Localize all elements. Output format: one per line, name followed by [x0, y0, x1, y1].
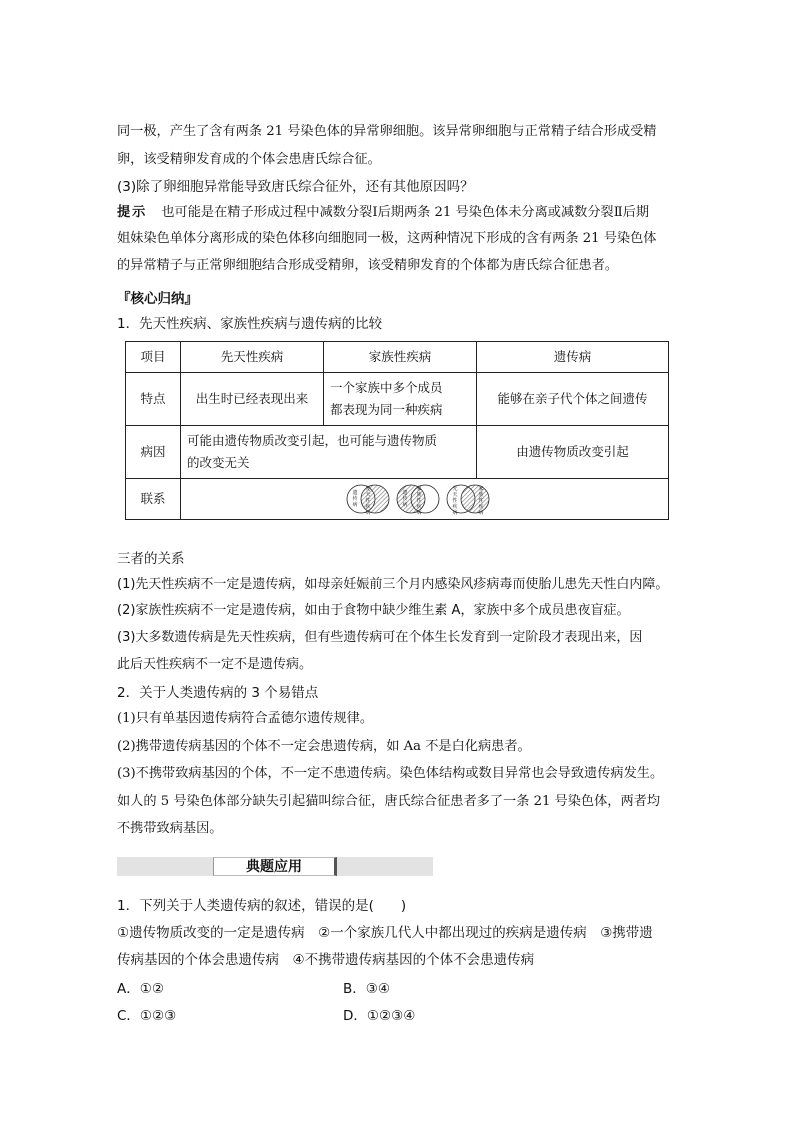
error-point-3a: (3)不携带致病基因的个体，不一定不患遗传病。染色体结构或数目异常也会导致遗传病发生。 [117, 766, 664, 781]
cell-line: 一个家族中多个成员 [330, 380, 443, 395]
table-row [126, 426, 669, 479]
core-heading: 『核心归纳』 [117, 291, 198, 307]
relation-1: (1)先天性疾病不一定是遗传病，如母亲妊娠前三个月内感染风疹病毒而使胎儿患先天性白内障。 [117, 577, 669, 592]
core-item-1: 1．先天性疾病、家族性疾病与遗传病的比较 [117, 316, 383, 332]
row-label: 病因 [126, 426, 181, 479]
venn-text: 天 [364, 492, 371, 498]
option-d[interactable]: D．①②③④ [343, 1008, 416, 1024]
venn-text: 疾 [364, 504, 371, 510]
header-cell: 遗传病 [477, 342, 669, 373]
row-label: 特点 [126, 373, 181, 426]
cell-line: 都表现为同一种疾病 [330, 402, 443, 417]
hint-line-1 [117, 203, 649, 223]
question-3: (3)除了卵细胞异常能导致唐氏综合征外，还有其他原因吗？ [117, 179, 474, 195]
venn-text: 性 [364, 498, 371, 504]
venn-text: 性 [451, 498, 458, 504]
intro-line-2: 卵，该受精卵发育成的个体会患唐氏综合征。 [117, 152, 381, 167]
venn-text: 性 [477, 498, 484, 504]
venn-circle [461, 485, 489, 513]
venn-text: 族 [415, 492, 422, 498]
comparison-table [125, 341, 669, 520]
cell-line: 可能由遗传物质改变引起，也可能与遗传物质 [187, 433, 438, 448]
error-point-2: (2)携带遗传病基因的个体不一定会患遗传病，如 Aa 不是白化病患者。 [117, 739, 531, 754]
error-point-3b: 如人的 5 号染色体部分缺失引起猫叫综合征，唐氏综合征患者多了一条 21 号染色体，两者均 [117, 794, 661, 809]
venn-text: 家 [415, 486, 422, 492]
cell-line: 的改变无关 [187, 455, 250, 470]
table-row [126, 373, 669, 426]
venn-text: 传 [351, 496, 358, 502]
intro-line-1: 同一极，产生了含有两条 21 号染色体的异常卵细胞。该异常卵细胞与正常精子结合形成受精 [117, 124, 657, 139]
core-item-2: 2．关于人类遗传病的 3 个易错点 [117, 685, 319, 701]
venn-text: 遗 [351, 490, 358, 496]
venn-circle [411, 485, 439, 513]
option-a[interactable]: A．①② [117, 981, 164, 997]
banner-title: 典题应用 [213, 857, 337, 876]
question-1-statements-b: 传病基因的个体会患遗传病 ④不携带遗传病基因的个体不会患遗传病 [117, 952, 535, 968]
row-label: 联系 [126, 479, 181, 520]
relation-3a: (3)大多数遗传病是先天性疾病，但有些遗传病可在个体生长发育到一定阶段才表现出来，因 [117, 630, 643, 645]
venn-text: 先 [451, 486, 458, 492]
venn-text: 病 [401, 502, 408, 508]
venn-text: 疾 [451, 504, 458, 510]
hint-text-1: 也可能是在精子形成过程中减数分裂Ⅰ后期两条 21 号染色体未分离或减数分裂Ⅱ后期 [161, 205, 650, 220]
header-cell: 项目 [126, 342, 181, 373]
relation-title: 三者的关系 [117, 551, 185, 567]
venn-text: 传 [401, 496, 408, 502]
table-cell: 能够在亲子代个体之间遗传 [477, 373, 669, 426]
option-c[interactable]: C．①②③ [117, 1008, 177, 1024]
table-cell: 出生时已经表现出来 [181, 373, 324, 426]
hint-line-2: 姐妹染色单体分离形成的染色体移向细胞同一极，这两种情况下形成的含有两条 21 号染色体 [117, 231, 657, 246]
table-cell [181, 426, 477, 479]
venn-text: 遗 [401, 490, 408, 496]
venn-text: 天 [451, 492, 458, 498]
hint-line-3: 的异常精子与正常卵细胞结合形成受精卵，该受精卵发育的个体都为唐氏综合征患者。 [117, 258, 619, 273]
error-point-1: (1)只有单基因遗传病符合孟德尔遗传规律。 [117, 711, 374, 726]
venn-text: 病 [477, 510, 484, 515]
relation-3b: 此后天性疾病不一定不是遗传病。 [117, 657, 313, 672]
table-cell [181, 479, 669, 520]
venn-text: 疾 [415, 504, 422, 510]
venn-text: 族 [477, 492, 484, 498]
question-1-statements-a: ①遗传物质改变的一定是遗传病 ②一个家族几代人中都出现过的疾病是遗传病 ③携带遗 [117, 925, 653, 941]
question-1: 1．下列关于人类遗传病的叙述，错误的是( ) [117, 898, 407, 914]
relation-2: (2)家族性疾病不一定是遗传病，如由于食物中缺少维生素 A，家族中多个成员患夜盲症。 [117, 603, 630, 618]
option-b[interactable]: B．③④ [343, 981, 390, 997]
table-header-row [126, 342, 669, 373]
venn-text: 病 [364, 510, 371, 515]
venn-text: 病 [415, 510, 422, 515]
table-cell [324, 373, 477, 426]
venn-text: 病 [351, 502, 358, 508]
venn-diagram [345, 483, 505, 515]
section-banner [117, 857, 433, 876]
venn-text: 性 [415, 498, 422, 504]
venn-text: 家 [477, 486, 484, 492]
hint-label: 提示 [117, 205, 148, 220]
table-cell: 由遗传物质改变引起 [477, 426, 669, 479]
venn-text: 先 [364, 486, 371, 492]
header-cell: 先天性疾病 [181, 342, 324, 373]
error-point-3c: 不携带致病基因。 [117, 821, 223, 836]
venn-text: 病 [451, 510, 458, 515]
venn-text: 疾 [477, 504, 484, 510]
header-cell: 家族性疾病 [324, 342, 477, 373]
table-row [126, 479, 669, 520]
